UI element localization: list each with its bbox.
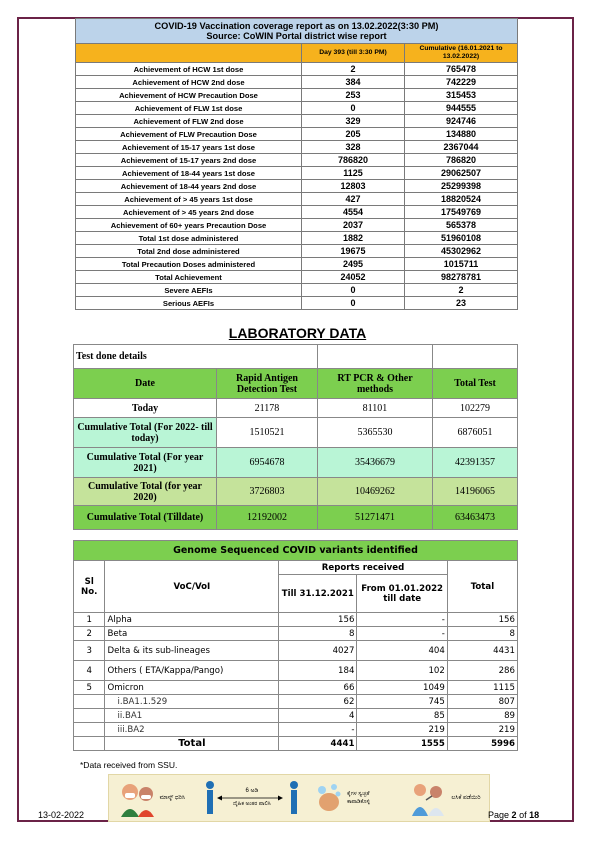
lab-cell: 21178 (217, 399, 318, 418)
genome-from: 404 (357, 641, 447, 661)
genome-row (74, 661, 518, 681)
genome-total: 89 (447, 709, 517, 723)
lab-row-label: Cumulative Total (Tilldate) (74, 506, 217, 530)
vaccination-row (76, 154, 518, 167)
lab-cell: 51271471 (318, 506, 433, 530)
vaccination-cumulative-value: 765478 (405, 63, 518, 76)
genome-row (74, 681, 518, 695)
page-of: of (519, 810, 527, 820)
lab-header-total: Total Test (433, 369, 518, 399)
vaccination-day-value: 24052 (302, 271, 405, 284)
genome-header-voc: VoC/VoI (105, 561, 279, 613)
vaccination-cumulative-value: 2367044 (405, 141, 518, 154)
genome-row (74, 641, 518, 661)
banner-text-distance-value: 6 ಅಡಿ (245, 788, 259, 794)
genome-sl (74, 709, 105, 723)
genome-total: 286 (447, 661, 517, 681)
vaccination-row-label: Total 2nd dose administered (76, 245, 302, 258)
vaccination-day-value: 12803 (302, 180, 405, 193)
lab-cell: 6876051 (433, 418, 518, 448)
vaccination-day-value: 2 (302, 63, 405, 76)
genome-till: 4027 (279, 641, 357, 661)
genome-till: 66 (279, 681, 357, 695)
vaccination-cumulative-value: 45302962 (405, 245, 518, 258)
vaccination-row-label: Severe AEFIs (76, 284, 302, 297)
vaccination-row (76, 115, 518, 128)
lab-cell: 42391357 (433, 448, 518, 478)
vaccination-row-label: Serious AEFIs (76, 297, 302, 310)
page-total: 18 (529, 810, 540, 820)
vaccination-source: Source: CoWIN Portal district wise report (206, 31, 387, 41)
vaccination-cumulative-value: 1015711 (405, 258, 518, 271)
vaccination-day-value: 0 (302, 297, 405, 310)
genome-row (74, 709, 518, 723)
page-number (488, 810, 539, 820)
vaccination-cumulative-value: 18820524 (405, 193, 518, 206)
genome-total: 219 (447, 723, 517, 737)
vaccination-header-day: Day 393 (till 3:30 PM) (302, 44, 405, 63)
vaccination-row-label: Achievement of 15-17 years 1st dose (76, 141, 302, 154)
genome-total: 1115 (447, 681, 517, 695)
banner-text-handwash: ಕೈಗಳ ಸ್ವಚ್ಛತೆ ಕಾಪಾಡಿಕೊಳ್ಳಿ (347, 791, 371, 805)
genome-till: 62 (279, 695, 357, 709)
vaccination-cumulative-value: 742229 (405, 76, 518, 89)
test-done-details: Test done details (74, 345, 318, 369)
mask-panel (117, 779, 190, 817)
vaccination-row-label: Achievement of HCW Precaution Dose (76, 89, 302, 102)
vaccination-row-label: Achievement of > 45 years 1st dose (76, 193, 302, 206)
vaccination-cumulative-value: 51960108 (405, 232, 518, 245)
lab-cell: 63463473 (433, 506, 518, 530)
genome-row (74, 627, 518, 641)
genome-total-label: Total (105, 737, 279, 751)
lab-cell: 81101 (318, 399, 433, 418)
genome-header-from: From 01.01.2022 till date (357, 575, 447, 613)
genome-from: 1049 (357, 681, 447, 695)
distance-label (217, 788, 287, 808)
vaccination-cumulative-value: 924746 (405, 115, 518, 128)
lab-cell: 6954678 (217, 448, 318, 478)
genome-sl: 2 (74, 627, 105, 641)
genome-sl: 4 (74, 661, 105, 681)
vaccination-row (76, 128, 518, 141)
banner-text-vaccine: ಲಸಿಕೆ ಪಡೆಯಿರಿ (451, 795, 481, 801)
page-current: 2 (511, 810, 517, 820)
vaccination-day-value: 253 (302, 89, 405, 102)
lab-cell: 3726803 (217, 478, 318, 506)
genome-total-total: 5996 (447, 737, 517, 751)
person-icon (205, 780, 215, 816)
genome-row (74, 695, 518, 709)
lab-header-rat: Rapid Antigen Detection Test (217, 369, 318, 399)
vaccination-row (76, 89, 518, 102)
handwash-panel (314, 780, 393, 816)
vaccination-row (76, 219, 518, 232)
vaccination-day-value: 384 (302, 76, 405, 89)
vaccine-panel (408, 780, 481, 816)
lab-cell: 1510521 (217, 418, 318, 448)
genome-total: 8 (447, 627, 517, 641)
footer-date: 13-02-2022 (38, 810, 85, 820)
vaccination-day-value: 0 (302, 284, 405, 297)
vaccination-row (76, 258, 518, 271)
vaccination-day-value: 328 (302, 141, 405, 154)
vaccination-title (76, 19, 518, 44)
vaccination-row-label: Total Precaution Doses administered (76, 258, 302, 271)
vaccination-cumulative-value: 565378 (405, 219, 518, 232)
vaccination-header-blank (76, 44, 302, 63)
vaccination-row-label: Achievement of FLW Precaution Dose (76, 128, 302, 141)
genome-title: Genome Sequenced COVID variants identified (74, 541, 518, 561)
vaccination-row (76, 76, 518, 89)
vaccination-row-label: Achievement of 15-17 years 2nd dose (76, 154, 302, 167)
vaccination-row-label: Achievement of HCW 1st dose (76, 63, 302, 76)
genome-from: 745 (357, 695, 447, 709)
genome-from: - (357, 613, 447, 627)
genome-from: 219 (357, 723, 447, 737)
vaccination-icon (408, 780, 448, 816)
awareness-banner (108, 774, 490, 822)
genome-from: 85 (357, 709, 447, 723)
vaccination-day-value: 2495 (302, 258, 405, 271)
page-prefix: Page (488, 810, 510, 820)
genome-table (73, 540, 518, 751)
footnote: *Data received from SSU. (80, 760, 178, 770)
vaccination-row-label: Achievement of FLW 1st dose (76, 102, 302, 115)
vaccination-row (76, 271, 518, 284)
lab-blank-cell (318, 345, 433, 369)
lab-cell: 102279 (433, 399, 518, 418)
genome-total: 156 (447, 613, 517, 627)
genome-header-till: Till 31.12.2021 (279, 575, 357, 613)
vaccination-cumulative-value: 2 (405, 284, 518, 297)
lab-blank-cell (433, 345, 518, 369)
banner-text-mask: ಮಾಸ್ಕ್ ಧರಿಸಿ (159, 795, 186, 801)
vaccination-cumulative-value: 944555 (405, 102, 518, 115)
vaccination-cumulative-value: 25299398 (405, 180, 518, 193)
vaccination-cumulative-value: 29062507 (405, 167, 518, 180)
vaccination-row (76, 167, 518, 180)
vaccination-day-value: 1882 (302, 232, 405, 245)
vaccination-row (76, 284, 518, 297)
vaccination-row-label: Achievement of 18-44 years 1st dose (76, 167, 302, 180)
vaccination-day-value: 427 (302, 193, 405, 206)
lab-row-label: Cumulative Total (for year 2020) (74, 478, 217, 506)
vaccination-row (76, 193, 518, 206)
genome-row (74, 613, 518, 627)
vaccination-row-label: Achievement of 60+ years Precaution Dose (76, 219, 302, 232)
genome-total-blank (74, 737, 105, 751)
vaccination-header-cumulative: Cumulative (16.01.2021 to 13.02.2022) (405, 44, 518, 63)
vaccination-row (76, 232, 518, 245)
handwash-icon (314, 780, 344, 816)
lab-cell: 14196065 (433, 478, 518, 506)
genome-header-total: Total (447, 561, 517, 613)
lab-header-date: Date (74, 369, 217, 399)
vaccination-cumulative-value: 134880 (405, 128, 518, 141)
vaccination-table (75, 18, 518, 310)
genome-till: 8 (279, 627, 357, 641)
genome-sl: 3 (74, 641, 105, 661)
genome-variant: Others ( ETA/Kappa/Pango) (105, 661, 279, 681)
vaccination-day-value: 1125 (302, 167, 405, 180)
lab-cell: 10469262 (318, 478, 433, 506)
vaccination-row (76, 102, 518, 115)
vaccination-day-value: 0 (302, 102, 405, 115)
genome-sl (74, 723, 105, 737)
genome-total-from: 1555 (357, 737, 447, 751)
vaccination-row-label: Achievement of HCW 2nd dose (76, 76, 302, 89)
genome-till: - (279, 723, 357, 737)
genome-header-sl: Sl No. (74, 561, 105, 613)
vaccination-cumulative-value: 17549769 (405, 206, 518, 219)
vaccination-day-value: 19675 (302, 245, 405, 258)
genome-total: 4431 (447, 641, 517, 661)
genome-till: 184 (279, 661, 357, 681)
vaccination-day-value: 205 (302, 128, 405, 141)
lab-cell: 5365530 (318, 418, 433, 448)
genome-row (74, 723, 518, 737)
genome-sl: 5 (74, 681, 105, 695)
vaccination-row-label: Achievement of 18-44 years 2nd dose (76, 180, 302, 193)
vaccination-row (76, 180, 518, 193)
genome-sl (74, 695, 105, 709)
lab-row-label: Cumulative Total (For 2022- till today) (74, 418, 217, 448)
vaccination-day-value: 2037 (302, 219, 405, 232)
genome-variant: Delta & its sub-lineages (105, 641, 279, 661)
vaccination-row (76, 245, 518, 258)
genome-variant: ii.BA1 (105, 709, 279, 723)
vaccination-day-value: 786820 (302, 154, 405, 167)
genome-from: - (357, 627, 447, 641)
vaccination-cumulative-value: 315453 (405, 89, 518, 102)
banner-text-distance: ದೈಹಿಕ ಅಂತರ ಪಾಲಿಸಿ (232, 801, 271, 807)
laboratory-table (73, 344, 518, 530)
genome-from: 102 (357, 661, 447, 681)
genome-variant: Alpha (105, 613, 279, 627)
distance-panel (205, 780, 299, 816)
genome-variant: Omicron (105, 681, 279, 695)
laboratory-data-title: LABORATORY DATA (228, 325, 367, 341)
lab-row-label: Today (74, 399, 217, 418)
genome-till: 156 (279, 613, 357, 627)
vaccination-row-label: Achievement of FLW 2nd dose (76, 115, 302, 128)
vaccination-cumulative-value: 23 (405, 297, 518, 310)
genome-header-reports: Reports received (279, 561, 448, 575)
vaccination-row-label: Achievement of > 45 years 2nd dose (76, 206, 302, 219)
vaccination-day-value: 4554 (302, 206, 405, 219)
lab-row-label: Cumulative Total (For year 2021) (74, 448, 217, 478)
genome-variant: Beta (105, 627, 279, 641)
vaccination-row (76, 141, 518, 154)
vaccination-row (76, 63, 518, 76)
vaccination-day-value: 329 (302, 115, 405, 128)
vaccination-row (76, 297, 518, 310)
vaccination-row (76, 206, 518, 219)
genome-variant: i.BA1.1.529 (105, 695, 279, 709)
genome-till: 4 (279, 709, 357, 723)
vaccination-cumulative-value: 98278781 (405, 271, 518, 284)
vaccination-title-line1: COVID-19 Vaccination coverage report as on 13.02.2022(3:30 PM) (154, 21, 439, 31)
vaccination-row-label: Total Achievement (76, 271, 302, 284)
genome-total-till: 4441 (279, 737, 357, 751)
vaccination-row-label: Total 1st dose administered (76, 232, 302, 245)
genome-total: 807 (447, 695, 517, 709)
lab-header-rtpcr: RT PCR & Other methods (318, 369, 433, 399)
mask-people-icon (117, 779, 157, 817)
person-icon (289, 780, 299, 816)
lab-cell: 35436679 (318, 448, 433, 478)
lab-cell: 12192002 (217, 506, 318, 530)
genome-variant: iii.BA2 (105, 723, 279, 737)
genome-sl: 1 (74, 613, 105, 627)
vaccination-cumulative-value: 786820 (405, 154, 518, 167)
